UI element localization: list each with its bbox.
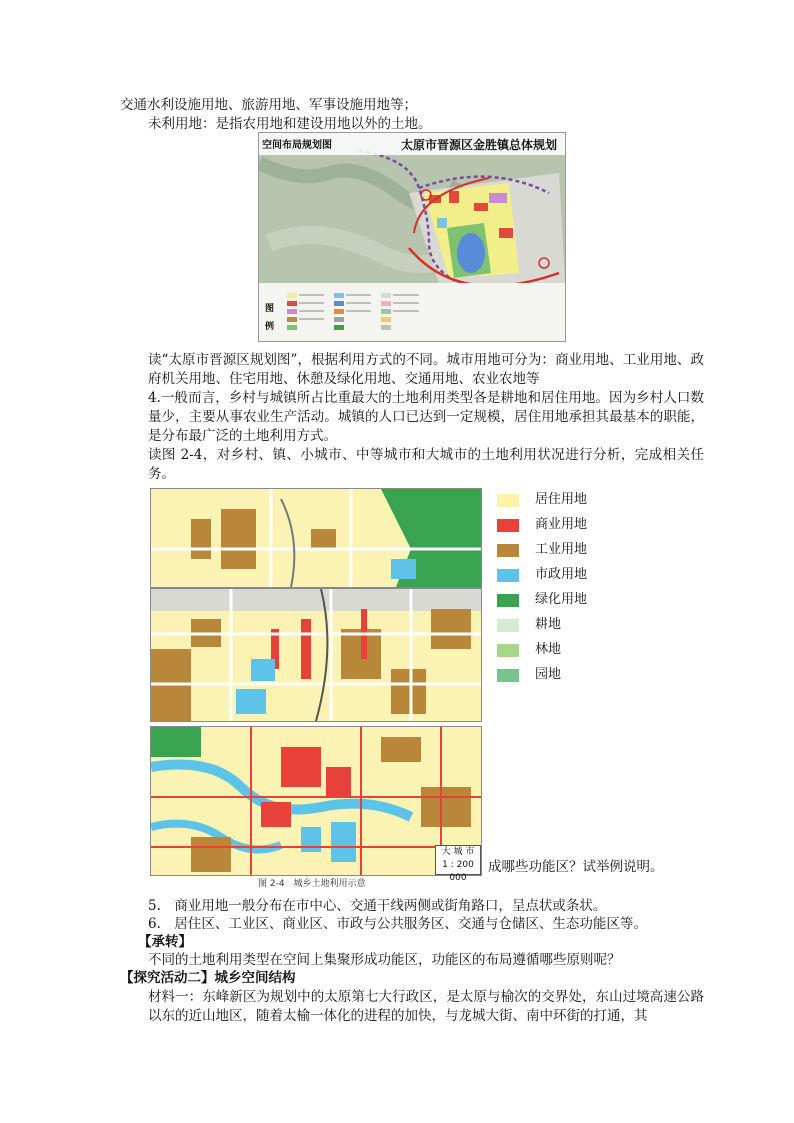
map-panel-small-town	[150, 488, 482, 588]
legend-label-tu: 图	[265, 304, 275, 314]
paragraph-read-map: 读“太原市晋源区规划图”，根据利用方式的不同。城市用地可分为：商业用地、工业用地、政府机关用地、住宅用地、休憩及绿化用地、交通用地、农业农地等	[148, 352, 704, 387]
paragraph-transition-question: 不同的土地利用类型在空间上集聚形成功能区，功能区的布局遵循哪些原则呢？	[148, 952, 621, 968]
map-panel-large-city	[150, 726, 482, 876]
paragraph-land-types: 交通水利设施用地、旅游用地、军事设施用地等；	[120, 97, 417, 113]
legend-item-forest: 林地	[497, 641, 617, 659]
legend-swatch	[497, 594, 519, 607]
map-subtitle: 空间布局规划图	[262, 140, 332, 151]
legend-item-industrial: 工业用地	[497, 541, 617, 559]
paragraph-function-zones-tail: 成哪些功能区？试举例说明。	[488, 859, 664, 875]
paragraph-unused-land: 未利用地：是指农用地和建设用地以外的土地。	[148, 116, 432, 132]
section-transition: 【承转】	[138, 934, 192, 950]
legend-swatch	[497, 519, 519, 532]
legend-item-orchard: 园地	[497, 666, 617, 684]
legend-label-li: 例	[265, 322, 275, 332]
scale-ratio: 1 : 200 000	[442, 860, 474, 883]
section-activity-two: 【探究活动二】城乡空间结构	[120, 970, 296, 986]
legend-item-green: 绿化用地	[497, 591, 617, 609]
paragraph-read-figure: 读图 2-4，对乡村、镇、小城市、中等城市和大城市的土地利用状况进行分析，完成相关任务。	[148, 447, 704, 482]
legend-swatch	[497, 494, 519, 507]
legend-swatch	[497, 669, 519, 682]
legend-item-municipal: 市政用地	[497, 566, 617, 584]
legend-item-farmland: 耕地	[497, 616, 617, 634]
planning-map-graphic	[259, 133, 565, 341]
paragraph-rural-urban: 4.一般而言，乡村与城镇所占比重最大的土地利用类型各是耕地和居住用地。因为乡村人口数量少，主要从事农业生产活动。城镇的人口已达到一定规模，居住用地承担其最基本的职能，是分布最广泛的土地利用方式。	[148, 390, 704, 444]
legend-swatch	[497, 644, 519, 657]
paragraph-material-one: 材料一：东峰新区为规划中的太原第七大行政区，是太原与榆次的交界处，东山过境高速公路以东的近山地区，随着太榆一体化的进程的加快，与龙城大街、南中环街的打通，其	[148, 989, 704, 1024]
figure-caption: 图 2-4 城乡土地利用示意	[258, 879, 366, 889]
legend-swatch	[497, 619, 519, 632]
map-scale-box	[435, 845, 481, 883]
answer-5: 5. 商业用地一般分布在市中心、交通干线两侧或街角路口，呈点状或条状。	[148, 898, 607, 914]
legend-swatch	[497, 544, 519, 557]
legend-item-residential: 居住用地	[497, 491, 617, 509]
land-use-figure	[150, 488, 482, 874]
scale-city-type: 大 城 市	[441, 847, 475, 857]
map-title: 太原市晋源区金胜镇总体规划	[400, 138, 557, 152]
legend-swatch	[497, 569, 519, 582]
legend-item-commercial: 商业用地	[497, 516, 617, 534]
planning-map-figure	[258, 132, 566, 342]
map-panel-medium-city	[150, 588, 482, 722]
answer-6: 6. 居住区、工业区、商业区、市政与公共服务区、交通与仓储区、生态功能区等。	[148, 916, 647, 932]
